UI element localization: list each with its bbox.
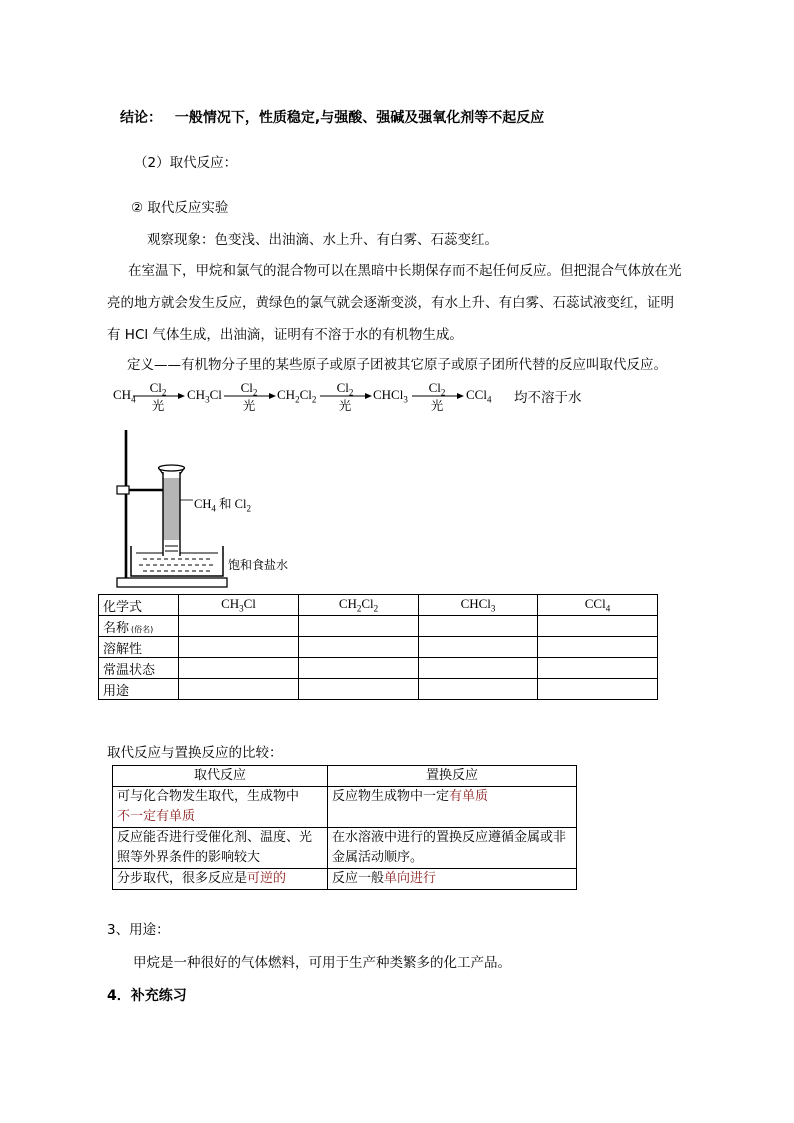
gas-column <box>163 478 180 540</box>
species-ch2cl2: $CH_2Cl_2$ <box>277 387 317 405</box>
section4-title: 4．补充练习 <box>107 988 187 1004</box>
cell-text: 反应能否进行受催化剂、温度、光照等外界条件的影响较大 <box>113 828 328 869</box>
reaction-note: 均不溶于水 <box>514 390 582 406</box>
row-label: 用途 <box>99 679 179 700</box>
paragraph-line-1: 在室温下，甲烷和氯气的混合物可以在黑暗中长期保存而不起任何反应。但把混合气体放在光 <box>128 263 682 279</box>
cell-text-highlight: 单向进行 <box>384 871 437 886</box>
clamp-knob <box>117 486 129 494</box>
row-label: 常温状态 <box>99 658 179 679</box>
row-label: 溶解性 <box>99 637 179 658</box>
reaction-arrow-4: $Cl_2$ 光 <box>410 380 464 414</box>
conclusion-label: 结论： <box>120 110 162 126</box>
conclusion-line <box>120 107 544 127</box>
cell-text: 可与化合物发生取代，生成物中 <box>117 789 300 804</box>
cell-text: 反应物生成物中一定 <box>332 789 450 804</box>
reaction-arrow-2: $Cl_2$ 光 <box>222 380 276 414</box>
table-row <box>99 658 658 679</box>
table-row <box>99 595 658 616</box>
formula-ch3cl: $CH_3Cl$ <box>179 595 299 616</box>
experiment-title: ② 取代反应实验 <box>131 200 229 216</box>
formula-chcl3: CHCl$_3$ <box>419 595 538 616</box>
cell-text: 在水溶液中进行的置换反应遵循金属或非金属活动顺序。 <box>328 828 577 869</box>
table-row <box>113 828 577 869</box>
section3-title: 3、用途： <box>107 922 170 938</box>
header-substitution: 取代反应 <box>113 766 328 787</box>
table-row <box>99 679 658 700</box>
formula-ccl4: CCl$_4$ <box>538 595 658 616</box>
species-ccl4: CCl$_4$ <box>466 387 492 405</box>
table-row <box>99 616 658 637</box>
species-ch4: $CH_4$ <box>113 387 136 405</box>
observation-text: 观察现象：色变浅、出油滴、水上升、有白雾、石蕊变红。 <box>147 232 498 248</box>
cell-text-highlight: 不一定有单质 <box>117 809 196 824</box>
conclusion-text: 一般情况下，性质稳定,与强酸、强碱及强氧化剂等不起反应 <box>174 110 545 126</box>
cell-text-highlight: 可逆的 <box>247 871 287 886</box>
table-row <box>113 766 577 787</box>
reaction-arrow-3: $Cl_2$ 光 <box>318 380 372 414</box>
stand-base <box>117 578 227 587</box>
paragraph-line-2: 亮的地方就会发生反应，黄绿色的氯气就会逐渐变淡，有水上升、有白雾、石蕊试液变红，证明 <box>107 295 674 311</box>
cell-text: 反应一般 <box>332 871 385 886</box>
liquid-label: 饱和食盐水 <box>228 558 289 572</box>
subsection-heading: （2）取代反应： <box>134 155 238 171</box>
definition-text: 定义——有机物分子里的某些原子或原子团被其它原子或原子团所代替的反应叫取代反应。 <box>127 357 667 373</box>
reaction-arrow-1: $Cl_2$ 光 <box>131 380 185 414</box>
properties-table <box>98 594 658 700</box>
gas-label: $CH_4$ 和 $Cl_2$ <box>194 497 251 514</box>
table-row <box>113 787 577 828</box>
formula-ch2cl2: $CH_2Cl_2$ <box>299 595 419 616</box>
row-label-small: (俗名) <box>131 624 154 634</box>
header-formula: 化学式 <box>99 595 179 616</box>
species-chcl3: CHCl$_3$ <box>373 387 408 405</box>
paragraph-line-3: 有 HCl 气体生成，出油滴，证明有不溶于水的有机物生成。 <box>107 327 463 343</box>
table-row <box>99 637 658 658</box>
row-label: 名称 <box>103 620 130 636</box>
comparison-table <box>112 765 577 890</box>
section3-text: 甲烷是一种很好的气体燃料，可用于生产种类繁多的化工产品。 <box>133 955 511 971</box>
cell-text: 分步取代，很多反应是 <box>117 871 248 886</box>
header-displacement: 置换反应 <box>328 766 577 787</box>
cell-text-highlight: 有单质 <box>449 789 489 804</box>
table-row <box>113 869 577 890</box>
comparison-title: 取代反应与置换反应的比较： <box>107 745 283 761</box>
species-ch3cl: $CH_3Cl$ <box>187 387 222 405</box>
